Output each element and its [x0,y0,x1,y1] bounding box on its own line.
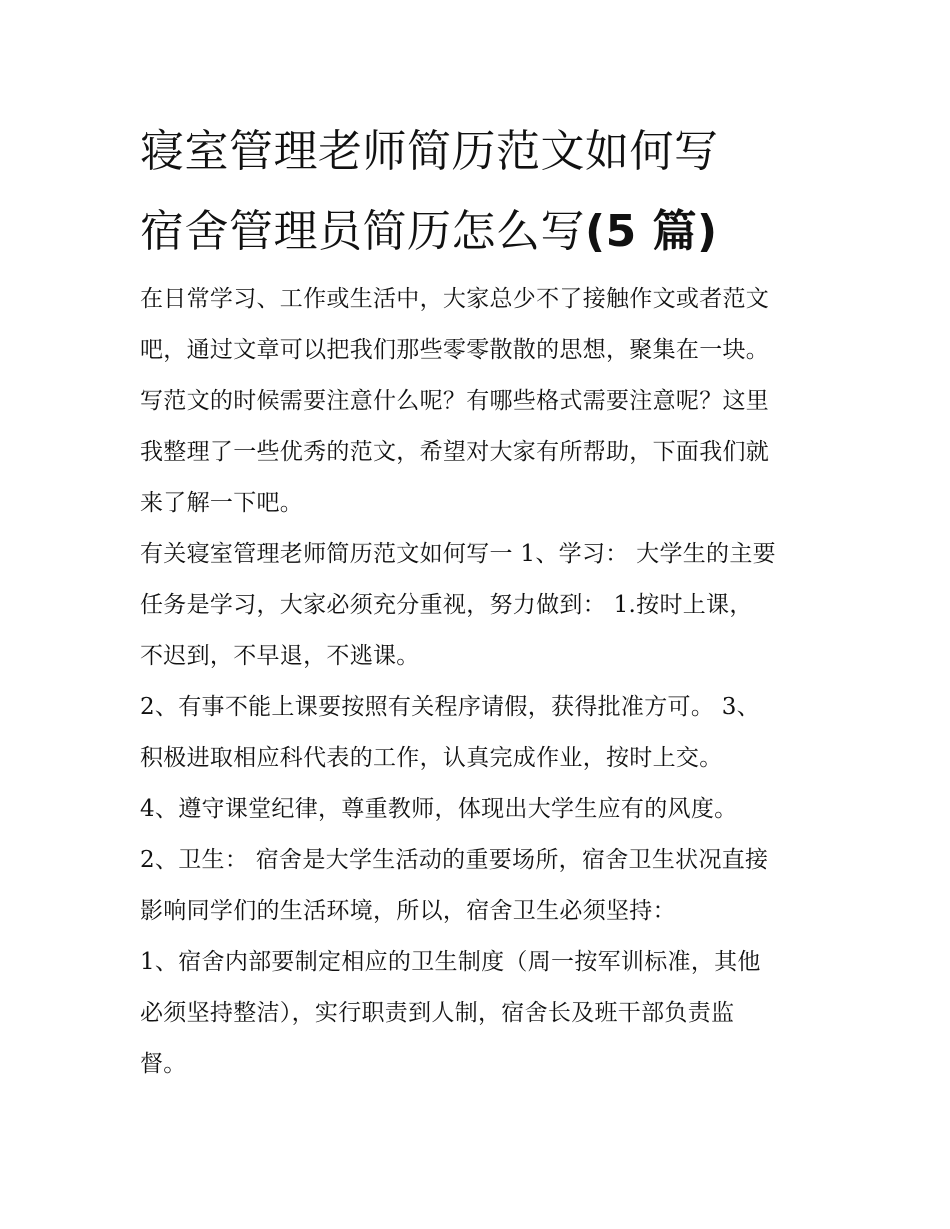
body-line: 1、宿舍内部要制定相应的卫生制度（周一按军训标准，其他 [140,949,761,975]
body-line: 2、有事不能上课要按照有关程序请假，获得批准方可。 3、 [140,694,760,720]
document-body [140,274,830,1090]
body-line: 吧，通过文章可以把我们那些零零散散的思想，聚集在一块。 [140,337,770,363]
body-line: 在日常学习、工作或生活中，大家总少不了接触作文或者范文 [140,286,770,312]
title-line-2-text: 宿舍管理员简历怎么写 [140,206,585,257]
title-line-1: 寝室管理老师简历范文如何写 [140,126,719,177]
body-line: 积极进取相应科代表的工作，认真完成作业，按时上交。 [140,745,723,771]
body-line: 2、卫生： 宿舍是大学生活动的重要场所，宿舍卫生状况直接 [140,847,769,873]
body-line: 来了解一下吧。 [140,490,304,516]
body-line: 不迟到，不早退，不逃课。 [140,643,420,669]
body-line: 督。 [140,1051,187,1077]
body-line: 我整理了一些优秀的范文，希望对大家有所帮助，下面我们就 [140,439,770,465]
title-line-2 [140,192,840,272]
title-count: (5 篇) [585,206,718,257]
body-line: 影响同学们的生活环境，所以，宿舍卫生必须坚持： [140,898,676,924]
body-line: 4、遵守课堂纪律，尊重教师，体现出大学生应有的风度。 [140,796,738,822]
body-line: 必须坚持整洁），实行职责到人制，宿舍长及班干部负责监 [140,1000,735,1026]
body-line: 有关寝室管理老师简历范文如何写一 1、学习： 大学生的主要 [140,541,776,567]
body-line: 写范文的时候需要注意什么呢？有哪些格式需要注意呢？这里 [140,388,770,414]
document-title [140,112,840,272]
body-line: 任务是学习，大家必须充分重视，努力做到： 1.按时上课， [140,592,753,618]
